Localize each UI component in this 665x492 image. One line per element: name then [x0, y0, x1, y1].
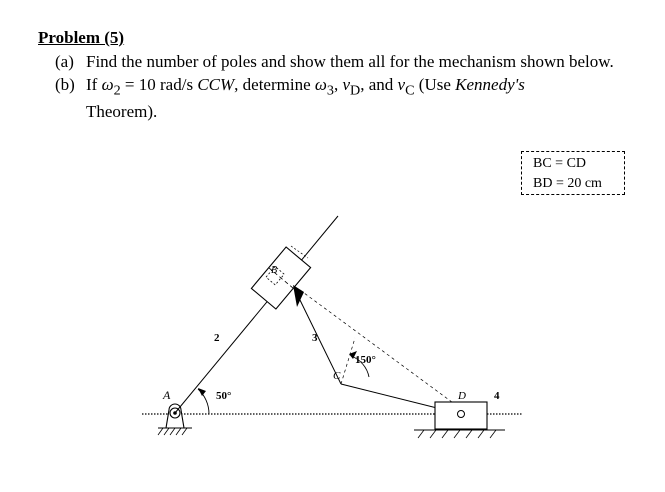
ground-hatch-a — [158, 428, 192, 435]
part-b-kennedy: Kennedy's — [455, 75, 525, 94]
slider-block-d — [435, 402, 487, 429]
label-a: A — [163, 388, 171, 402]
label-c: C — [333, 370, 341, 382]
omega3-subscript: 3 — [326, 82, 334, 99]
part-b-value: = 10 rad/s — [120, 75, 198, 94]
part-b-label: (b) — [55, 75, 75, 94]
part-a-text: Find the number of poles and show them all for the mechanism shown below. — [86, 52, 614, 71]
label-d: D — [458, 390, 466, 402]
omega3-symbol: ω — [314, 75, 327, 94]
part-b-determine: , determine — [234, 75, 315, 94]
label-link-4: 4 — [494, 390, 500, 402]
given-line-1: BC = CD — [533, 156, 587, 171]
slider-block-b — [251, 247, 310, 309]
label-b: B — [271, 265, 278, 276]
label-angle-a: 50° — [216, 390, 232, 402]
vC-subscript: C — [405, 82, 415, 99]
label-angle-c: 150° — [355, 354, 376, 366]
part-b-and: , and — [360, 75, 398, 94]
ground-hatch-d — [414, 430, 505, 438]
vD-symbol: v — [342, 75, 351, 94]
part-b-use: (Use — [414, 75, 456, 94]
angle-arc-a — [198, 388, 209, 414]
omega2-symbol: ω — [101, 75, 114, 94]
omega2-subscript: 2 — [113, 82, 121, 99]
part-b-if: If — [86, 75, 102, 94]
part-b-comma: , — [333, 75, 343, 94]
label-link-2: 2 — [214, 332, 220, 344]
part-b-theorem: Theorem). — [86, 102, 158, 122]
part-b-ccw: CCW — [197, 75, 235, 94]
dashed-line-c-extension — [341, 338, 355, 384]
vD-subscript: D — [350, 82, 361, 99]
problem-title: Problem (5) — [38, 28, 125, 47]
vC-symbol: v — [397, 75, 406, 94]
pivot-a-support — [166, 404, 184, 428]
given-line-2: BD = 20 cm — [533, 176, 602, 191]
part-a-label: (a) — [55, 52, 74, 71]
link-2-rod — [175, 216, 338, 413]
label-link-3: 3 — [312, 332, 318, 344]
